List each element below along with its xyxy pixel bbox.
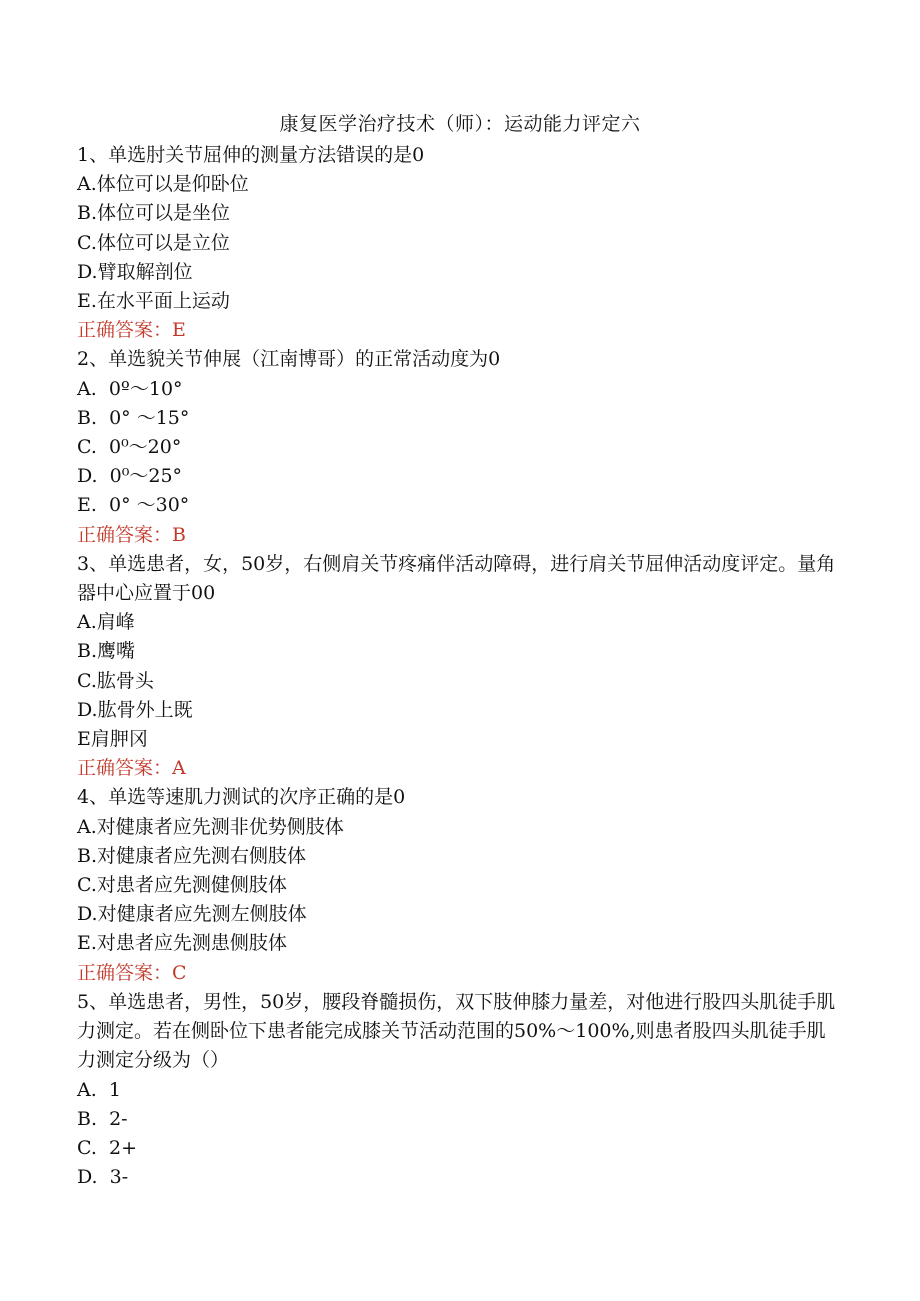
option-e: E. 0° ～30° bbox=[77, 494, 190, 517]
option-d: D.臂取解剖位 bbox=[77, 260, 193, 283]
correct-answer: 正确答案：A bbox=[77, 757, 186, 780]
option-e: E.在水平面上运动 bbox=[77, 290, 230, 313]
question-5 bbox=[77, 988, 837, 1192]
option-e: E.对患者应先测患侧肢体 bbox=[77, 932, 287, 955]
question-2 bbox=[77, 345, 837, 549]
question-stem: 4、单选等速肌力测试的次序正确的是0 bbox=[77, 786, 406, 809]
correct-answer: 正确答案：C bbox=[77, 961, 187, 984]
option-b: B.体位可以是坐位 bbox=[77, 202, 231, 225]
question-stem: 1、单选肘关节屈伸的测量方法错误的是0 bbox=[77, 144, 425, 166]
option-c: C. 0⁰～20° bbox=[77, 436, 182, 459]
question-stem: 2、单选貌关节伸展（江南博哥）的正常活动度为0 bbox=[77, 348, 501, 371]
question-1 bbox=[77, 141, 837, 345]
option-a: A.肩峰 bbox=[77, 611, 135, 634]
option-b: B.对健康者应先测右侧肢体 bbox=[77, 844, 307, 867]
option-b: B.鹰嘴 bbox=[77, 640, 136, 663]
option-a: A.体位可以是仰卧位 bbox=[77, 173, 249, 196]
option-b: B. 0° ～15° bbox=[77, 406, 190, 429]
option-d: D. 0⁰～25° bbox=[77, 465, 183, 488]
option-d: D.对健康者应先测左侧肢体 bbox=[77, 903, 307, 926]
option-e: E肩胛冈 bbox=[77, 728, 148, 751]
option-c: C. 2+ bbox=[77, 1136, 137, 1159]
question-stem: 5、单选患者，男性，50岁，腰段脊髓损伤，双下肢伸膝力量差，对他进行股四头肌徒手肌力测定。若在侧卧位下患者能完成膝关节活动范围的50%～100%,则患者股四头肌徒手肌力测定分级为（） bbox=[77, 990, 836, 1072]
option-a: A. 1 bbox=[77, 1078, 121, 1101]
option-a: A. 0º～10° bbox=[77, 377, 183, 400]
option-d: D. 3- bbox=[77, 1166, 129, 1189]
correct-answer: 正确答案：B bbox=[77, 523, 186, 546]
question-stem: 3、单选患者，女，50岁，右侧肩关节疼痛伴活动障碍，进行肩关节屈伸活动度评定。量角器中心应置于00 bbox=[77, 552, 836, 605]
option-a: A.对健康者应先测非优势侧肢体 bbox=[77, 815, 344, 838]
correct-answer: 正确答案：E bbox=[77, 319, 186, 342]
question-list bbox=[77, 141, 837, 1192]
option-c: C.体位可以是立位 bbox=[77, 231, 230, 254]
option-c: C.对患者应先测健侧肢体 bbox=[77, 874, 287, 897]
question-3 bbox=[77, 550, 837, 784]
question-4 bbox=[77, 783, 837, 987]
document-title: 康复医学治疗技术（师）：运动能力评定六 bbox=[279, 113, 641, 135]
option-c: C.肱骨头 bbox=[77, 669, 154, 692]
option-b: B. 2- bbox=[77, 1107, 128, 1130]
option-d: D.肱骨外上既 bbox=[77, 698, 193, 721]
